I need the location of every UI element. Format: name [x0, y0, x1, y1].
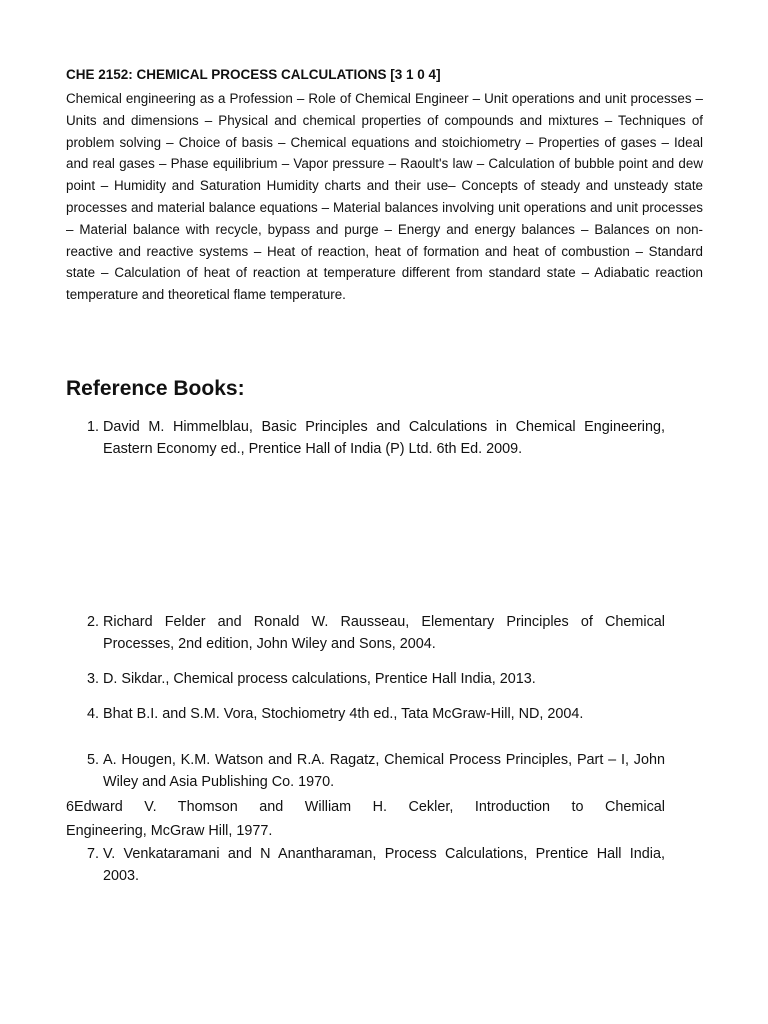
reference-text: Bhat B.I. and S.M. Vora, Stochiometry 4th ed., Tata McGraw-Hill, ND, 2004.	[103, 706, 584, 722]
syllabus-paragraph: Chemical engineering as a Profession – Role of Chemical Engineer – Unit operations and unit processes –Units and dimensions – Physical and chemical properties of compounds and mixtures – Techniques of problem solving – Choice of basis – Chemical equations and stoichiometry – Properties of gases – Ideal and real gases – Phase equilibrium – Vapor pressure – Raoult's law – Calculation of bubble point and dew point – Humidity and Saturation Humidity charts and their use– Concepts of steady and unsteady state processes and material balance equations – Material balances involving unit operations and unit processes – Material balance with recycle, bypass and purge – Energy and energy balances – Balances on non-reactive and reactive systems – Heat of reaction, heat of formation and heat of combustion – Standard state – Calculation of heat of reaction at temperature different from standard state – Adiabatic reaction temperature and theoretical flame temperature.	[66, 91, 703, 303]
reference-number: 4.	[87, 706, 100, 722]
reference-item-6	[66, 795, 665, 843]
reference-number: 7.	[87, 846, 100, 862]
reference-item-3	[87, 668, 665, 690]
reference-text: Richard Felder and Ronald W. Rausseau, Elementary Principles of Chemical Processes, 2nd edition, John Wiley and Sons, 2004.	[103, 614, 665, 652]
reference-number: 1.	[87, 419, 100, 435]
reference-text: A. Hougen, K.M. Watson and R.A. Ragatz, Chemical Process Principles, Part – I, John Wiley and Asia Publishing Co. 1970.	[103, 752, 665, 790]
reference-books-heading: Reference Books:	[66, 377, 245, 400]
reference-number: 3.	[87, 671, 100, 687]
reference-text-line-2: Engineering, McGraw Hill, 1977.	[66, 823, 273, 839]
reference-text: David M. Himmelblau, Basic Principles and Calculations in Chemical Engineering, Eastern Economy ed., Prentice Hall of India (P) Ltd. 6th Ed. 2009.	[103, 419, 665, 457]
reference-text: D. Sikdar., Chemical process calculations, Prentice Hall India, 2013.	[103, 671, 536, 687]
reference-number: 5.	[87, 752, 100, 768]
reference-item-2	[87, 611, 665, 655]
course-title: CHE 2152: CHEMICAL PROCESS CALCULATIONS [3 1 0 4]	[66, 67, 441, 82]
reference-item-4	[87, 703, 665, 725]
reference-item-1	[87, 416, 665, 460]
reference-item-5	[87, 749, 665, 793]
reference-item-7	[87, 843, 665, 887]
reference-text: V. Venkataramani and N Anantharaman, Process Calculations, Prentice Hall India, 2003.	[103, 846, 665, 884]
reference-number: 2.	[87, 614, 100, 630]
reference-text-line-1: 6Edward V. Thomson and William H. Cekler, Introduction to Chemical	[66, 799, 665, 815]
